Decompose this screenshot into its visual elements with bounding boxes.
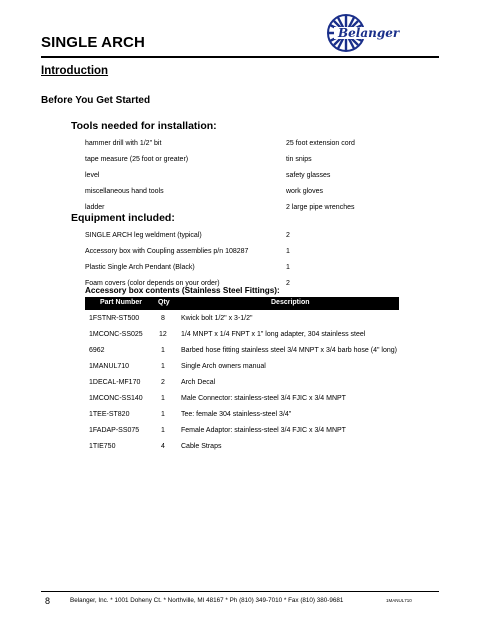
table-cell-desc: Cable Straps <box>181 443 222 450</box>
table-cell-qty: 1 <box>161 395 165 402</box>
accessory-heading: Accessory box contents (Stainless Steel Fittings): <box>85 286 280 295</box>
table-cell-desc: Barbed hose fitting stainless steel 3/4 MNPT x 3/4 barb hose (4" long) <box>181 347 397 354</box>
tool-item: safety glasses <box>286 172 331 179</box>
table-cell-part: 1FSTNR-ST500 <box>89 315 140 322</box>
column-header-qty: Qty <box>158 299 170 306</box>
table-cell-desc: Tee: female 304 stainless-steel 3/4" <box>181 411 292 418</box>
column-header-part-number: Part Number <box>100 299 143 306</box>
table-cell-part: 1DECAL-MF170 <box>89 379 141 386</box>
tool-item: hammer drill with 1/2" bit <box>85 140 162 147</box>
table-cell-part: 6962 <box>89 347 105 354</box>
tool-item: miscellaneous hand tools <box>85 188 164 195</box>
equipment-item-name: Plastic Single Arch Pendant (Black) <box>85 264 195 271</box>
equipment-item-qty: 2 <box>286 232 290 239</box>
tool-item: 2 large pipe wrenches <box>286 204 355 211</box>
table-cell-desc: Kwick bolt 1/2" x 3-1/2" <box>181 315 253 322</box>
table-cell-qty: 2 <box>161 379 165 386</box>
tool-item: ladder <box>85 204 105 211</box>
footer-code: 1MANUL710 <box>386 598 412 603</box>
tool-item: 25 foot extension cord <box>286 140 355 147</box>
tool-item: tape measure (25 foot or greater) <box>85 156 189 163</box>
table-cell-part: 1TEE-ST820 <box>89 411 130 418</box>
tools-heading: Tools needed for installation: <box>71 120 217 132</box>
accessory-table-header <box>85 297 399 310</box>
tool-item: tin snips <box>286 156 312 163</box>
table-cell-desc: Male Connector: stainless-steel 3/4 FJIC x 3/4 MNPT <box>181 395 346 402</box>
tool-item: level <box>85 172 100 179</box>
equipment-heading: Equipment included: <box>71 212 175 224</box>
equipment-item-qty: 1 <box>286 264 290 271</box>
page-title: SINGLE ARCH <box>41 34 145 51</box>
table-cell-qty: 1 <box>161 347 165 354</box>
column-header-description: Description <box>271 299 310 306</box>
section-introduction: Introduction <box>41 65 109 77</box>
table-cell-part: 1FADAP-SS075 <box>89 427 140 434</box>
table-cell-qty: 1 <box>161 363 165 370</box>
before-heading: Before You Get Started <box>41 95 151 106</box>
equipment-item-qty: 1 <box>286 248 290 255</box>
equipment-item-qty: 2 <box>286 280 290 287</box>
table-cell-qty: 1 <box>161 427 165 434</box>
footer-address: Belanger, Inc. * 1001 Doheny Ct. * Northville, MI 48167 * Ph (810) 349-7010 * Fax (810) 380-9681 <box>70 597 344 604</box>
svg-text:Belanger: Belanger <box>338 26 400 40</box>
table-cell-part: 1MCONC-SS140 <box>89 395 143 402</box>
table-cell-desc: 1/4 MNPT x 1/4 FNPT x 1" long adapter, 304 stainless steel <box>181 331 366 338</box>
equipment-item-name: SINGLE ARCH leg weldment (typical) <box>85 232 202 239</box>
table-cell-part: 1TIE750 <box>89 443 116 450</box>
table-cell-part: 1MCONC-SS025 <box>89 331 143 338</box>
footer-rule <box>41 591 439 592</box>
table-cell-qty: 8 <box>161 315 165 322</box>
table-cell-part: 1MANUL710 <box>89 363 130 370</box>
page-number: 8 <box>45 596 51 606</box>
table-cell-qty: 12 <box>159 331 167 338</box>
equipment-item-name: Foam covers (color depends on your order) <box>85 280 220 287</box>
table-cell-qty: 4 <box>161 443 165 450</box>
table-cell-desc: Single Arch owners manual <box>181 363 266 370</box>
tool-item: work gloves <box>286 188 323 195</box>
table-cell-desc: Female Adaptor: stainless-steel 3/4 FJIC x 3/4 MNPT <box>181 427 346 434</box>
table-cell-qty: 1 <box>161 411 165 418</box>
table-cell-desc: Arch Decal <box>181 379 216 386</box>
belanger-logo <box>316 13 400 53</box>
equipment-item-name: Accessory box with Coupling assemblies p/n 108287 <box>85 248 249 255</box>
title-rule <box>41 56 439 58</box>
